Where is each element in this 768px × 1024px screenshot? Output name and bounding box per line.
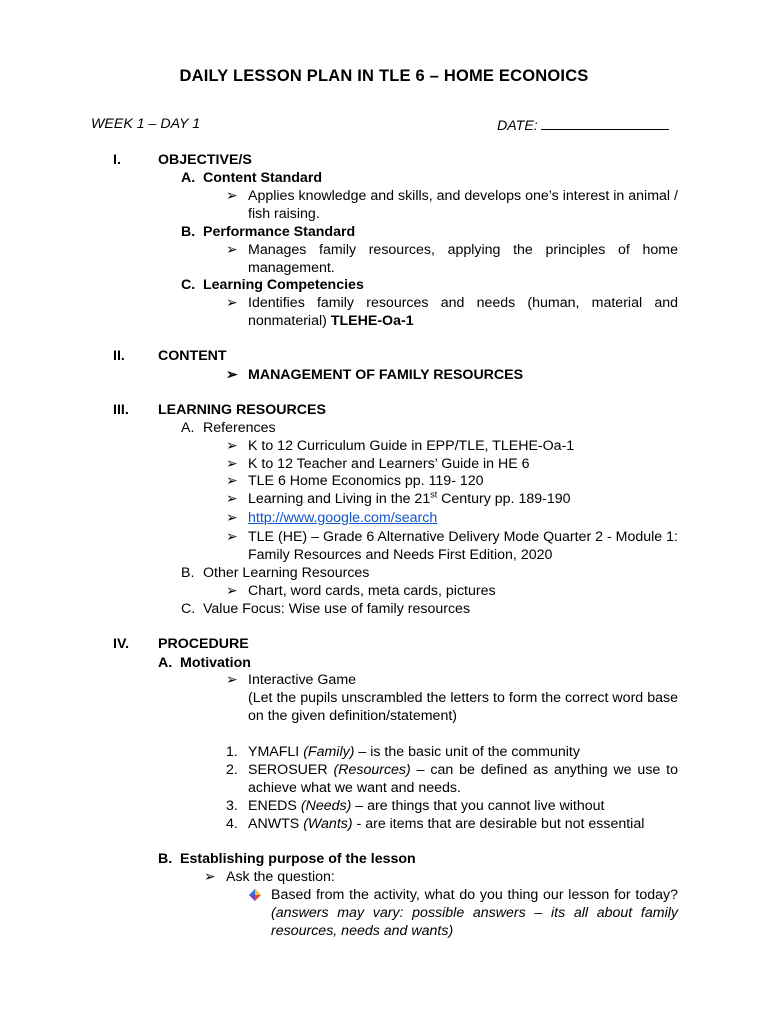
- arrow-bullet-icon: ➢: [226, 188, 238, 204]
- arrow-bullet-icon: ➢: [226, 295, 238, 311]
- bullet-item: ➢ Interactive Game: [226, 672, 357, 688]
- section-heading-content: CONTENT: [158, 348, 227, 364]
- section-heading-resources: LEARNING RESOURCES: [158, 402, 326, 418]
- diamond-bullet-icon: [248, 888, 262, 902]
- bullet-item: ➢ Manages family resources, applying the principles of home management.: [226, 242, 678, 276]
- date-blank: [541, 115, 669, 130]
- bullet-item: ➢ MANAGEMENT OF FAMILY RESOURCES: [226, 367, 524, 383]
- reference-item: ➢ TLE (HE) – Grade 6 Alternative Delivery Mode Quarter 2 - Module 1: Family Resources and Needs First Edition, 2020: [226, 529, 678, 563]
- arrow-bullet-icon: ➢: [226, 473, 238, 489]
- arrow-bullet-icon: ➢: [226, 583, 238, 599]
- section-numeral-resources: III.: [113, 402, 129, 418]
- reference-item: ➢ K to 12 Teacher and Learners’ Guide in HE 6: [226, 456, 530, 472]
- bullet-item: ➢ Ask the question:: [204, 869, 335, 885]
- bullet-item: ➢ Chart, word cards, meta cards, pictures: [226, 583, 496, 599]
- subheading-value-focus: C. Value Focus: Wise use of family resources: [181, 601, 471, 617]
- arrow-bullet-icon: ➢: [226, 491, 238, 507]
- list-item: 1. YMAFLI (Family) – is the basic unit of the community: [226, 744, 580, 760]
- diamond-bullet-item: Based from the activity, what do you thing our lesson for today? (answers may vary: possible answers – its all about family resources, needs and wants): [248, 886, 678, 940]
- subheading-motivation: A. Motivation: [158, 655, 251, 671]
- section-numeral-objectives: I.: [113, 152, 121, 168]
- reference-item: ➢ Learning and Living in the 21st Century pp. 189-190: [226, 489, 571, 507]
- subheading-references: A. References: [181, 420, 276, 436]
- section-heading-procedure: PROCEDURE: [158, 636, 249, 652]
- page-title: DAILY LESSON PLAN IN TLE 6 – HOME ECONOICS: [179, 67, 589, 85]
- game-instruction: (Let the pupils unscrambled the letters to form the correct word base on the given definition/statement): [248, 690, 678, 724]
- list-item: 2. SEROSUER (Resources) – can be defined as anything we use to achieve what we want and needs.: [226, 762, 678, 796]
- subheading-other-resources: B. Other Learning Resources: [181, 565, 370, 581]
- bullet-item: ➢ Applies knowledge and skills, and develops one’s interest in animal / fish raising.: [226, 188, 678, 222]
- arrow-bullet-icon: ➢: [226, 438, 238, 454]
- arrow-bullet-icon: ➢: [226, 672, 238, 688]
- subheading-establishing-purpose: B. Establishing purpose of the lesson: [158, 851, 416, 867]
- section-numeral-procedure: IV.: [113, 636, 130, 652]
- date-label: DATE:: [497, 118, 538, 134]
- list-item: 4. ANWTS (Wants) - are items that are desirable but not essential: [226, 816, 645, 832]
- arrow-bullet-icon: ➢: [226, 510, 238, 526]
- reference-item: ➢ K to 12 Curriculum Guide in EPP/TLE, TLEHE-Oa-1: [226, 438, 575, 454]
- week-day-label: WEEK 1 – DAY 1: [91, 116, 201, 132]
- section-heading-objectives: OBJECTIVE/S: [158, 152, 252, 168]
- competency-code: TLEHE-Oa-1: [330, 313, 414, 329]
- list-item: 3. ENEDS (Needs) – are things that you cannot live without: [226, 798, 605, 814]
- arrow-bullet-icon: ➢: [226, 367, 238, 383]
- section-numeral-content: II.: [113, 348, 125, 364]
- subheading-content-standard: A. Content Standard: [181, 170, 323, 186]
- reference-item: ➢ TLE 6 Home Economics pp. 119- 120: [226, 473, 484, 489]
- subheading-learning-competencies: C. Learning Competencies: [181, 277, 364, 293]
- arrow-bullet-icon: ➢: [226, 456, 238, 472]
- google-search-link[interactable]: http://www.google.com/search: [248, 510, 438, 526]
- arrow-bullet-icon: ➢: [226, 242, 238, 258]
- subheading-performance-standard: B. Performance Standard: [181, 224, 356, 240]
- arrow-bullet-icon: ➢: [204, 869, 216, 885]
- bullet-item: ➢ Identifies family resources and needs (human, material and nonmaterial) TLEHE-Oa-1: [226, 295, 678, 329]
- arrow-bullet-icon: ➢: [226, 529, 238, 545]
- date-field: [497, 115, 669, 135]
- reference-item: [226, 509, 678, 527]
